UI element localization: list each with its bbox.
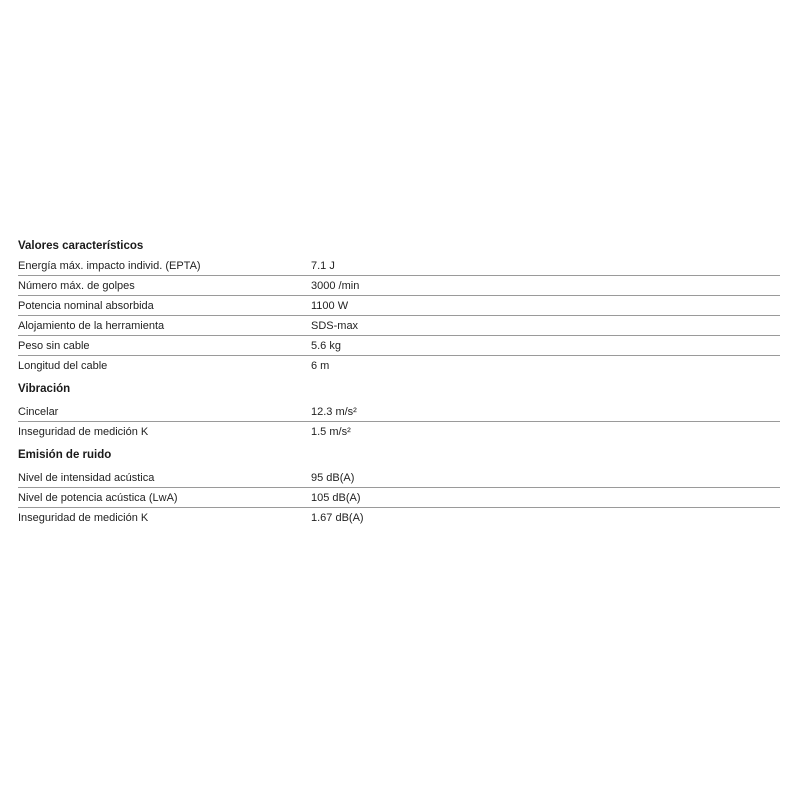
spec-label: Cincelar <box>18 405 59 418</box>
spec-label: Inseguridad de medición K <box>18 426 149 438</box>
spec-value: 1.67 dB(A) <box>311 512 364 524</box>
spec-label: Nivel de potencia acústica (LwA) <box>18 491 178 504</box>
spec-row <box>18 256 780 276</box>
spec-row <box>18 356 780 376</box>
spec-label: Longitud del cable <box>18 360 108 372</box>
spec-sheet <box>18 236 780 528</box>
spec-value: SDS-max <box>311 319 359 332</box>
section-title-vibracion: Vibración <box>18 383 71 395</box>
spec-row <box>18 336 780 356</box>
spec-value: 12.3 m/s² <box>311 405 357 418</box>
spec-row <box>18 508 780 528</box>
spec-row <box>18 316 780 336</box>
spec-value: 3000 /min <box>311 279 360 292</box>
spec-label: Alojamiento de la herramienta <box>18 319 165 332</box>
spec-value: 6 m <box>311 360 330 372</box>
spec-value: 95 dB(A) <box>311 471 355 484</box>
spec-row <box>18 422 780 442</box>
spec-row <box>18 488 780 508</box>
spec-value: 105 dB(A) <box>311 491 361 504</box>
spec-label: Peso sin cable <box>18 339 90 352</box>
spec-row <box>18 276 780 296</box>
spec-row <box>18 296 780 316</box>
spec-label: Nivel de intensidad acústica <box>18 471 155 484</box>
spec-row <box>18 468 780 488</box>
spec-value: 1.5 m/s² <box>311 426 351 438</box>
spec-label: Inseguridad de medición K <box>18 512 149 524</box>
spec-label: Energía máx. impacto individ. (EPTA) <box>18 259 201 272</box>
spec-value: 1100 W <box>311 299 349 312</box>
section-title-ruido: Emisión de ruido <box>18 449 112 461</box>
spec-value: 5.6 kg <box>311 339 341 352</box>
section-title-valores: Valores característicos <box>18 240 144 252</box>
spec-row <box>18 402 780 422</box>
spec-value: 7.1 J <box>311 259 335 272</box>
spec-label: Potencia nominal absorbida <box>18 299 154 312</box>
spec-label: Número máx. de golpes <box>18 279 135 292</box>
